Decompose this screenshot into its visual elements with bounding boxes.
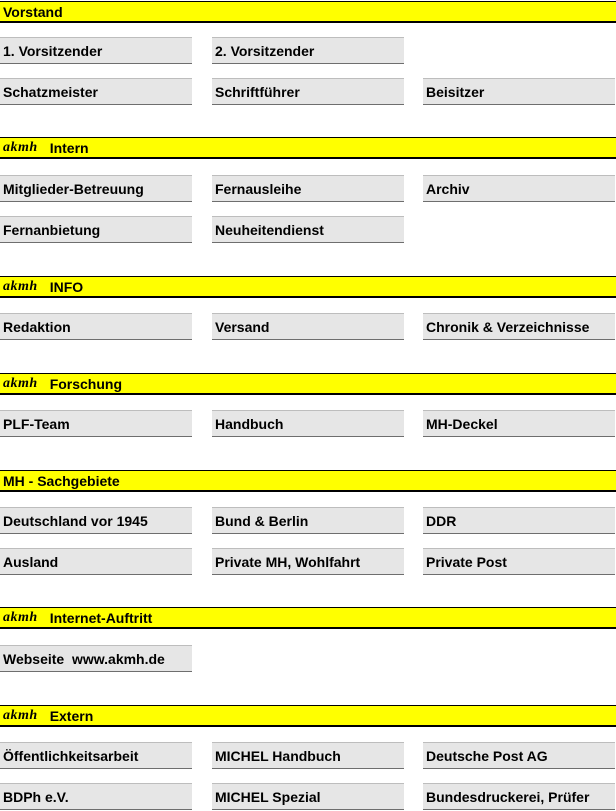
role-cell: MICHEL Spezial <box>212 783 404 810</box>
section-header-internet <box>0 607 616 629</box>
website-cell: Webseite www.akmh.de <box>0 645 192 672</box>
role-cell: Neuheitendienst <box>212 216 404 243</box>
role-cell: Schriftführer <box>212 78 404 105</box>
role-cell: Ausland <box>0 548 192 575</box>
role-cell: Private Post <box>423 548 615 575</box>
section-header-intern <box>0 137 616 159</box>
role-cell: BDPh e.V. <box>0 783 192 810</box>
akmh-logo: akmh <box>3 609 38 625</box>
section-header-extern <box>0 705 616 727</box>
section-title: INFO <box>49 278 84 295</box>
section-title: MH - Sachgebiete <box>3 472 120 489</box>
role-cell: Archiv <box>423 175 615 202</box>
role-cell: Öffentlichkeitsarbeit <box>0 742 192 769</box>
role-cell: Versand <box>212 313 404 340</box>
section-title: Extern <box>49 707 94 724</box>
section-title: Vorstand <box>3 3 63 20</box>
akmh-logo: akmh <box>3 278 38 294</box>
role-cell: Mitglieder-Betreuung <box>0 175 192 202</box>
akmh-logo: akmh <box>3 139 38 155</box>
section-header-vorstand <box>0 1 616 23</box>
akmh-logo: akmh <box>3 707 38 723</box>
section-title: Intern <box>49 139 89 156</box>
akmh-logo: akmh <box>3 375 38 391</box>
role-cell: MH-Deckel <box>423 410 615 437</box>
role-cell: Bund & Berlin <box>212 507 404 534</box>
role-cell: 2. Vorsitzender <box>212 37 404 64</box>
role-cell: Schatzmeister <box>0 78 192 105</box>
role-cell: Private MH, Wohlfahrt <box>212 548 404 575</box>
section-title: Internet-Auftritt <box>49 609 153 626</box>
role-cell: Deutschland vor 1945 <box>0 507 192 534</box>
role-cell: DDR <box>423 507 615 534</box>
role-cell: Handbuch <box>212 410 404 437</box>
role-cell: Fernausleihe <box>212 175 404 202</box>
section-header-sachgebiete <box>0 470 616 492</box>
role-cell: 1. Vorsitzender <box>0 37 192 64</box>
section-header-info <box>0 276 616 298</box>
section-header-forschung <box>0 373 616 395</box>
role-cell: PLF-Team <box>0 410 192 437</box>
role-cell: Chronik & Verzeichnisse <box>423 313 615 340</box>
role-cell: Beisitzer <box>423 78 615 105</box>
role-cell: Redaktion <box>0 313 192 340</box>
section-title: Forschung <box>49 375 123 392</box>
role-cell: Bundesdruckerei, Prüfer <box>423 783 615 810</box>
role-cell: Fernanbietung <box>0 216 192 243</box>
role-cell: Deutsche Post AG <box>423 742 615 769</box>
role-cell: MICHEL Handbuch <box>212 742 404 769</box>
